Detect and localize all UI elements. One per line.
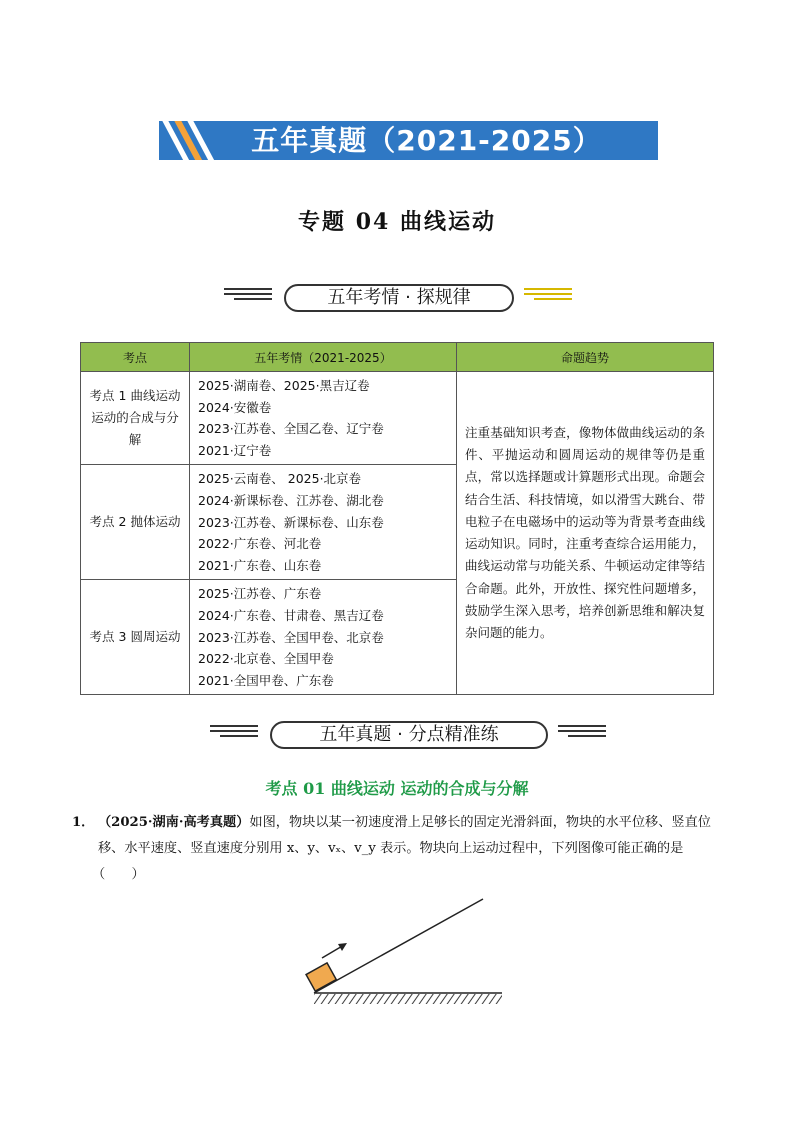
paper-line: 2021·全国甲卷、广东卷 — [198, 672, 334, 688]
ground-hatch — [314, 994, 502, 1004]
paper-line: 2021·广东卷、山东卷 — [198, 557, 322, 573]
left-deco-lines — [224, 288, 272, 303]
subject-title: 专题 04 曲线运动 — [298, 209, 496, 235]
trend-cell: 注重基础知识考查，像物体做曲线运动的条件、平抛运动和圆周运动的规律等仍是重点，常以选择题或计算题形式出现。命题会结合生活、科技情境，如以滑雪大跳台、带电粒子在电磁场中的运动等为背景考查曲线运动知识。同时，注重考查综合运用能力，曲线运动常与功能关系、牛顿运动定律等结合命题。此外，开放性、探究性问题增多，鼓励学生深入思考，培养创新思维和解决复杂问题的能力。 — [457, 372, 714, 695]
question-1 — [72, 810, 722, 888]
paper-line: 2023·江苏卷、新课标卷、山东卷 — [198, 514, 384, 530]
right-deco-lines — [524, 288, 572, 303]
paper-line: 2024·广东卷、甘肃卷、黑吉辽卷 — [198, 607, 384, 623]
papers-cell — [190, 465, 457, 580]
papers-cell — [190, 580, 457, 695]
paper-line: 2023·江苏卷、全国甲卷、北京卷 — [198, 629, 384, 645]
paper-line: 2023·江苏卷、全国乙卷、辽宁卷 — [198, 421, 384, 437]
header-papers: 五年考情（2021-2025） — [190, 343, 457, 372]
section-header-practice — [0, 719, 794, 749]
title-banner — [159, 121, 658, 160]
section-header-trend — [0, 282, 794, 312]
paper-line: 2024·安徽卷 — [198, 399, 272, 415]
exam-trend-table — [80, 342, 714, 695]
papers-cell — [190, 372, 457, 465]
banner-title: 五年真题（2021-2025） — [251, 124, 602, 157]
question-body — [92, 810, 722, 888]
question-source: （2025·湖南·高考真题） — [98, 815, 250, 830]
answer-bracket: （ ） — [92, 867, 145, 882]
paper-line: 2021·辽宁卷 — [198, 442, 272, 458]
topic-cell: 考点 3 圆周运动 — [81, 580, 190, 695]
table-header-row — [81, 343, 714, 372]
table-row — [81, 372, 714, 465]
question-text: 如图，物块以某一初速度滑上足够长的固定光滑斜面，物块的水平位移、竖直位移、水平速度、竖直速度分别用 x、y、vₓ、v_y 表示。物块向上运动过程中，下列图像可能正确的是 — [98, 815, 711, 856]
topic-cell: 考点 2 抛体运动 — [81, 465, 190, 580]
question-number: 1． — [72, 815, 95, 830]
section-label-practice: 五年真题 · 分点精准练 — [270, 721, 548, 749]
kaodian-title: 考点 01 曲线运动 运动的合成与分解 — [265, 779, 529, 798]
paper-line: 2025·湖南卷、2025·黑吉辽卷 — [198, 378, 370, 393]
paper-line: 2022·广东卷、河北卷 — [198, 536, 322, 552]
section-label-trend: 五年考情 · 探规律 — [284, 284, 514, 312]
block — [306, 963, 336, 991]
header-topic: 考点 — [81, 343, 190, 372]
header-trend: 命题趋势 — [457, 343, 714, 372]
right-deco-lines — [558, 725, 606, 740]
incline-figure — [300, 890, 510, 1010]
paper-line: 2025·江苏卷、广东卷 — [198, 586, 322, 602]
left-deco-lines — [210, 725, 258, 740]
paper-line: 2024·新课标卷、江苏卷、湖北卷 — [198, 492, 384, 508]
topic-cell: 考点 1 曲线运动 运动的合成与分解 — [81, 372, 190, 465]
paper-line: 2025·云南卷、 2025·北京卷 — [198, 471, 362, 487]
paper-line: 2022·北京卷、全国甲卷 — [198, 651, 334, 667]
